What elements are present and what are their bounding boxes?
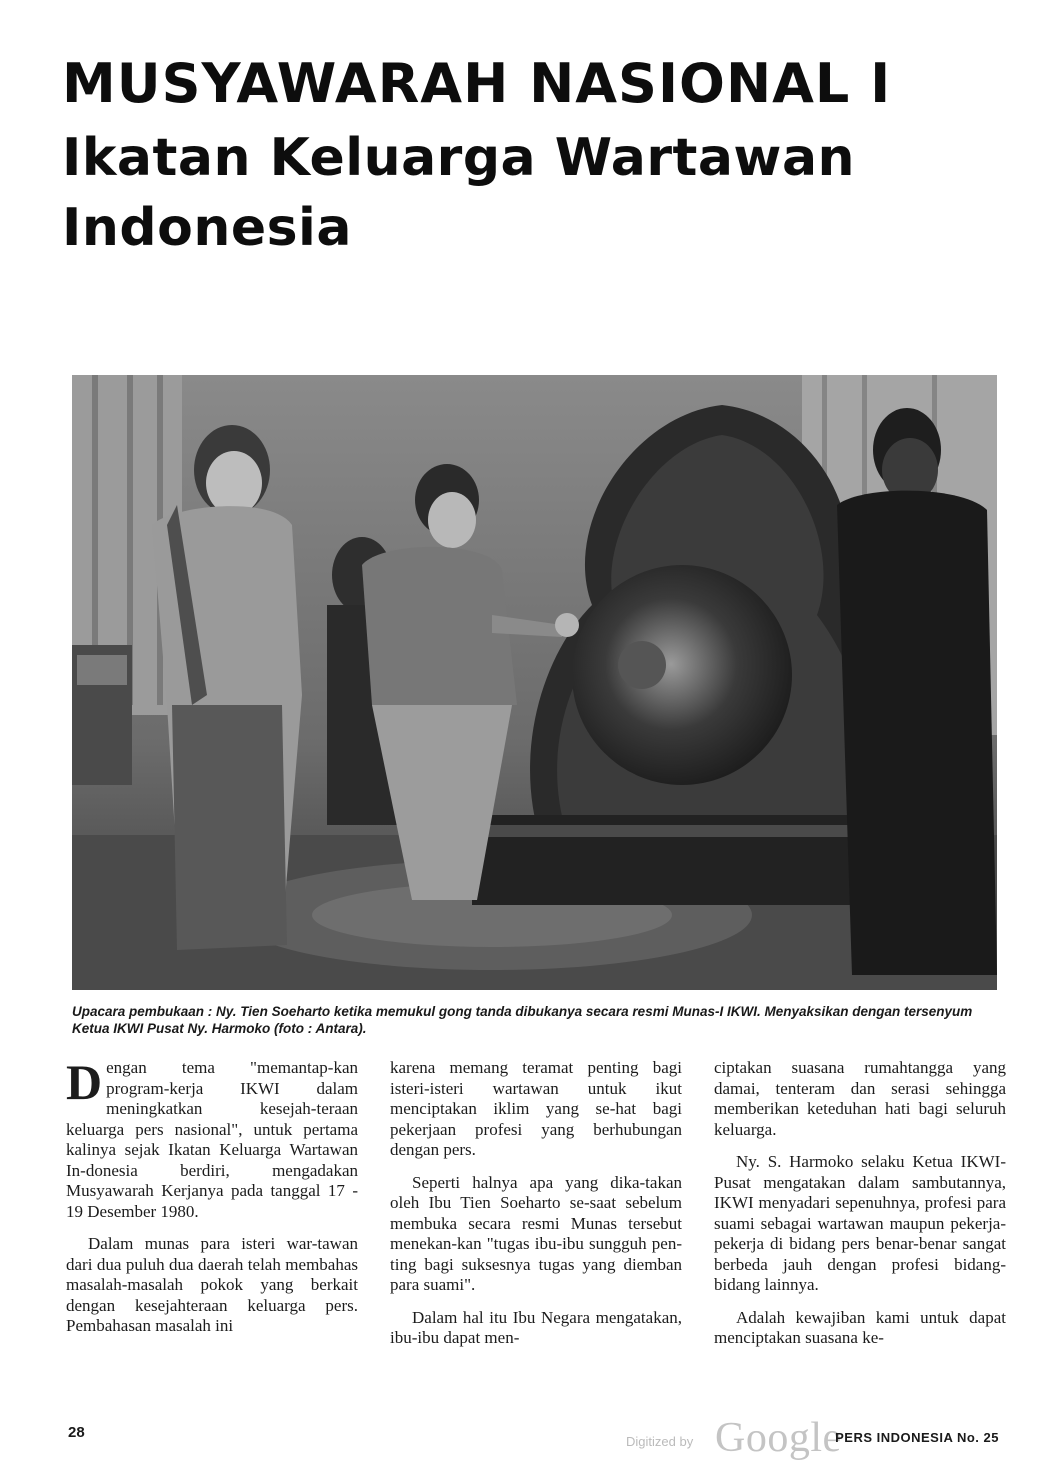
article-column-2 (390, 1058, 682, 1361)
article-paragraph: Dalam hal itu Ibu Negara mengatakan, ibu-ibu dapat men- (390, 1307, 682, 1347)
gong-ceremony-photo (72, 375, 997, 990)
page-number: 28 (68, 1424, 85, 1441)
headline-line-1: MUSYAWARAH NASIONAL I (62, 52, 892, 115)
article-paragraph: Seperti halnya apa yang dika-takan oleh Ibu Tien Soeharto se-saat sebelum membuka secara resmi Munas tersebut menekan-kan "tugas ibu-ibu sungguh pen-ting bagi suksesnya tugas yang diemban para suami". (390, 1172, 682, 1294)
article-column-3 (714, 1058, 1006, 1361)
article-paragraph: Ny. S. Harmoko selaku Ketua IKWI-Pusat mengatakan dalam sambutannya, IKWI menyadari sepenuhnya, profesi para suami sebagai wartawan maupun pekerja-pekerja di bidang pers benar-benar sangat berbeda jauh dengan profesi bidang-bidang lainnya. (714, 1152, 1006, 1294)
magazine-issue: PERS INDONESIA No. 25 (835, 1430, 999, 1445)
headline-line-3: Indonesia (62, 198, 352, 258)
photo-caption: Upacara pembukaan : Ny. Tien Soeharto ketika memukul gong tanda dibukanya secara resmi Munas-I IKWI. Menyaksikan dengan tersenyum Ketua IKWI Pusat Ny. Harmoko (foto : Antara). (72, 1004, 973, 1036)
article-paragraph: ciptakan suasana rumahtangga yang damai, tenteram dan serasi sehingga memberikan keteduhan hati bagi seluruh keluarga. (714, 1058, 1006, 1139)
article-paragraph (66, 1054, 358, 1222)
article-paragraph: Dalam munas para isteri war-tawan dari dua puluh dua daerah telah membahas masalah-masalah pokok yang berkait dengan kesejahteraan keluarga pers. Pembahasan masalah ini (66, 1234, 358, 1335)
drop-cap: D (66, 1054, 103, 1110)
article-paragraph: karena memang teramat penting bagi isteri-isteri wartawan untuk ikut menciptakan iklim yang se-hat bagi pekerjaan profesi yang berhubungan dengan pers. (390, 1058, 682, 1159)
digitized-by-label: Digitized by (626, 1434, 694, 1449)
headline-line-2: Ikatan Keluarga Wartawan (62, 128, 856, 188)
paragraph-text: engan tema "memantap-kan program-kerja IKWI dalam meningkatkan kesejah-teraan keluarga pers nasional", untuk pertama kalinya sejak Ikatan Keluarga Wartawan In-donesia berdiri, mengadakan Musyawarah Kerjanya pada tanggal 17 - 19 Desember 1980. (66, 1058, 358, 1221)
article-column-1 (66, 1054, 358, 1349)
google-watermark: Google (715, 1415, 842, 1461)
article-paragraph: Adalah kewajiban kami untuk dapat menciptakan suasana ke- (714, 1307, 1006, 1347)
